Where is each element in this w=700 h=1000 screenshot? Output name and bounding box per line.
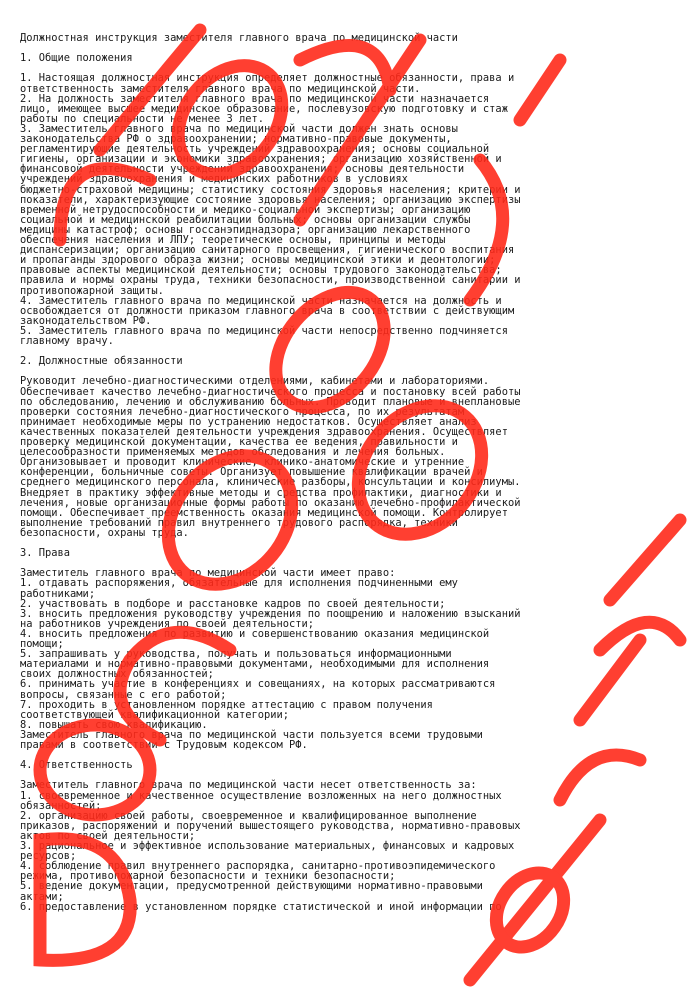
document-line: 1. Настоящая должностная инструкция определяет должностные обязанности, права и — [20, 72, 515, 85]
document-line: медицины катастроф; основы госсанэпиднадзора; организацию лекарственного — [20, 223, 471, 236]
document-line: режима, противопожарной безопасности и техники безопасности; — [20, 870, 396, 883]
document-line: противопожарной защиты. — [20, 284, 164, 297]
document-line: проверки состояния лечебно-диагностического процесса, по их результатам — [20, 405, 465, 418]
document-line: показатели, характеризующие состояние здоровья населения; организацию экспертизы — [20, 193, 521, 206]
document-line: учреждений здравоохранения и медицинских работников в условиях — [20, 173, 408, 186]
document-line: по обследованию, лечению и обслуживанию больных. Проводит плановые и внеплановые — [20, 395, 521, 408]
document-line: конференции, больничные советы. Организует повышение квалификации врачей и — [20, 466, 483, 479]
document-line: 2. участвовать в подборе и расстановке кадров по своей деятельности; — [20, 597, 446, 610]
document-line: лечения, новые организационные формы работы по оказанию лечебно-профилактической — [20, 496, 521, 509]
document-line: актами; — [20, 890, 64, 903]
document-line: качественных показателей деятельности учреждения здравоохранения. Осуществляет — [20, 425, 508, 438]
document-line: 1. своевременное и качественное осуществление возложенных на него должностных — [20, 789, 502, 802]
document-line: принимает необходимые меры по устранению недостатков. Осуществляет анализ — [20, 415, 477, 428]
document-line: 6. предоставление в установленном порядке статистической и иной информации по — [20, 900, 502, 913]
document-line: 4. Ответственность — [20, 759, 133, 772]
document-line: Руководит лечебно-диагностическими отделениями, кабинетами и лабораториями. — [20, 375, 490, 388]
document-line: 1. отдавать распоряжения, обязательные для исполнения подчиненными ему — [20, 577, 458, 590]
document-line: 3. Права — [20, 547, 71, 560]
document-line: 6. принимать участие в конференциях и совещаниях, на которых рассматриваются — [20, 678, 496, 691]
document-line: ответственность заместителя главного врача по медицинской части. — [20, 82, 421, 95]
document-line: 5. запрашивать у руководства, получать и пользоваться информационными — [20, 648, 452, 661]
document-line: помощи; — [20, 638, 64, 650]
document-line: помощи. Обеспечивает преемственность оказания медицинской помощи. Контролирует — [20, 506, 508, 519]
document-line: Заместитель главного врача по медицинской части несет ответственность за: — [20, 779, 477, 792]
document-line: освобождается от должности приказом главного врача в соответствии с действующим — [20, 304, 515, 317]
document-line: Заместитель главного врача по медицинской части пользуется всеми трудовыми — [20, 728, 483, 741]
document-line: Обеспечивает качество лечебно-диагностического процесса и постановку всей работы — [20, 385, 521, 398]
document-line: среднего медицинского персонала, клинические разборы, консультации и консилиумы. — [20, 476, 521, 489]
document-line: Внедряет в практику эффективные методы и средства профилактики, диагностики и — [20, 486, 502, 499]
document-line: 4. вносить предложения по развитию и совершенствованию оказания медицинской — [20, 627, 490, 640]
document-line: обеспечения населения и ЛПУ; теоретические основы, принципы и методы — [20, 234, 446, 246]
document-line: временной нетрудоспособности и медико-социальной экспертизы; организацию — [20, 203, 471, 216]
document-line: законодательством РФ. — [20, 314, 152, 327]
document-line: 3. рациональное и эффективное использование материальных, финансовых и кадровых — [20, 840, 515, 852]
document-line: выполнение требований правил внутреннего трудового распорядка, техники — [20, 516, 458, 529]
document-line: на работников учреждения по своей деятельности; — [20, 617, 315, 630]
document-line: и пропаганды здорового образа жизни; основы медицинской этики и деонтологии; — [20, 254, 496, 267]
document-line: приказов, распоряжений и поручений вышестоящего руководства, нормативно-правовых — [20, 819, 521, 832]
document-line: 5. Заместитель главного врача по медицинской части непосредственно подчиняется — [20, 324, 508, 337]
document-line: регламентирующие деятельность учреждений здравоохранения; основы социальной — [20, 143, 490, 156]
document-line: 8. повышать свою квалификацию. — [20, 718, 208, 731]
document-line: безопасности, охраны труда. — [20, 526, 189, 539]
document-line: 2. организацию своей работы, своевременное и квалифицированное выполнение — [20, 809, 477, 822]
document-line: 3. вносить предложения руководству учреждения по поощрению и наложению взысканий — [20, 607, 521, 620]
document-line: проверку медицинской документации, качества ее ведения, правильности и — [20, 436, 458, 448]
document-line: материалами и нормативно-правовыми документами, необходимыми для исполнения — [20, 658, 490, 671]
document-line: 3. Заместитель главного врача по медицинской части должен знать основы — [20, 122, 458, 135]
document-line: главному врачу. — [20, 335, 114, 347]
document-line: 1. Общие положения — [20, 52, 133, 65]
document-line: обязанностей; — [20, 799, 102, 812]
document-line: соответствующей квалификационной категории; — [20, 708, 289, 721]
document-line: финансовой деятельности учреждений здравоохранения; основы деятельности — [20, 163, 465, 176]
document-line: Должностная инструкция заместителя главного врача по медицинской части — [20, 32, 458, 44]
document-line: работы по специальности не менее 3 лет. — [20, 112, 264, 125]
document-line: ресурсов; — [20, 850, 77, 863]
document-line: своих должностных обязанностей; — [20, 668, 214, 681]
document-line: диспансеризации; организацию санитарного просвещения, гигиенического воспитания — [20, 244, 515, 257]
document-line: правами в соответствии с Трудовым кодексом РФ. — [20, 739, 308, 751]
document-line: Заместитель главного врача по медицинской части имеет право: — [20, 567, 396, 580]
document-line: вопросы, связанные с его работой; — [20, 688, 227, 701]
document-line: целесообразности применяемых методов обследования и лечения больных. — [20, 446, 446, 459]
document-line: работниками; — [20, 587, 96, 600]
document-line: 4. соблюдение правил внутреннего распорядка, санитарно-противоэпидемического — [20, 860, 496, 873]
document-line: 2. На должность заместителя главного врача по медицинской части назначается — [20, 92, 490, 105]
document-line: 2. Должностные обязанности — [20, 355, 183, 368]
document-line: актов по своей деятельности; — [20, 829, 196, 842]
document-line: 7. проходить в установленном порядке аттестацию с правом получения — [20, 698, 433, 711]
document-line: 5. ведение документации, предусмотренной действующими нормативно-правовыми — [20, 880, 483, 893]
document-line: законодательства РФ о здравоохранении; нормативно-правовые документы, — [20, 133, 452, 145]
document-line: лицо, имеющее высшее медицинское образование, послевузовскую подготовку и стаж — [20, 102, 508, 115]
document-line: Организовывает и проводит клинические, клинико-анатомические и утренние — [20, 456, 465, 469]
document-line: 4. Заместитель главного врача по медицинской части назначается на должность и — [20, 294, 502, 307]
document-line: социальной и медицинской реабилитации больных; основы организации службы — [20, 213, 471, 226]
document-line: правила и нормы охраны труда, техники безопасности, производственной санитарии и — [20, 274, 521, 287]
document-line: гигиены, организации и экономики здравоохранения; организацию хозяйственной и — [20, 153, 502, 166]
document-line: бюджетно-страховой медицины; статистику состояния здоровья населения; критерии и — [20, 183, 521, 196]
document-line: правовые аспекты медицинской деятельности; основы трудового законодательства; — [20, 264, 502, 277]
